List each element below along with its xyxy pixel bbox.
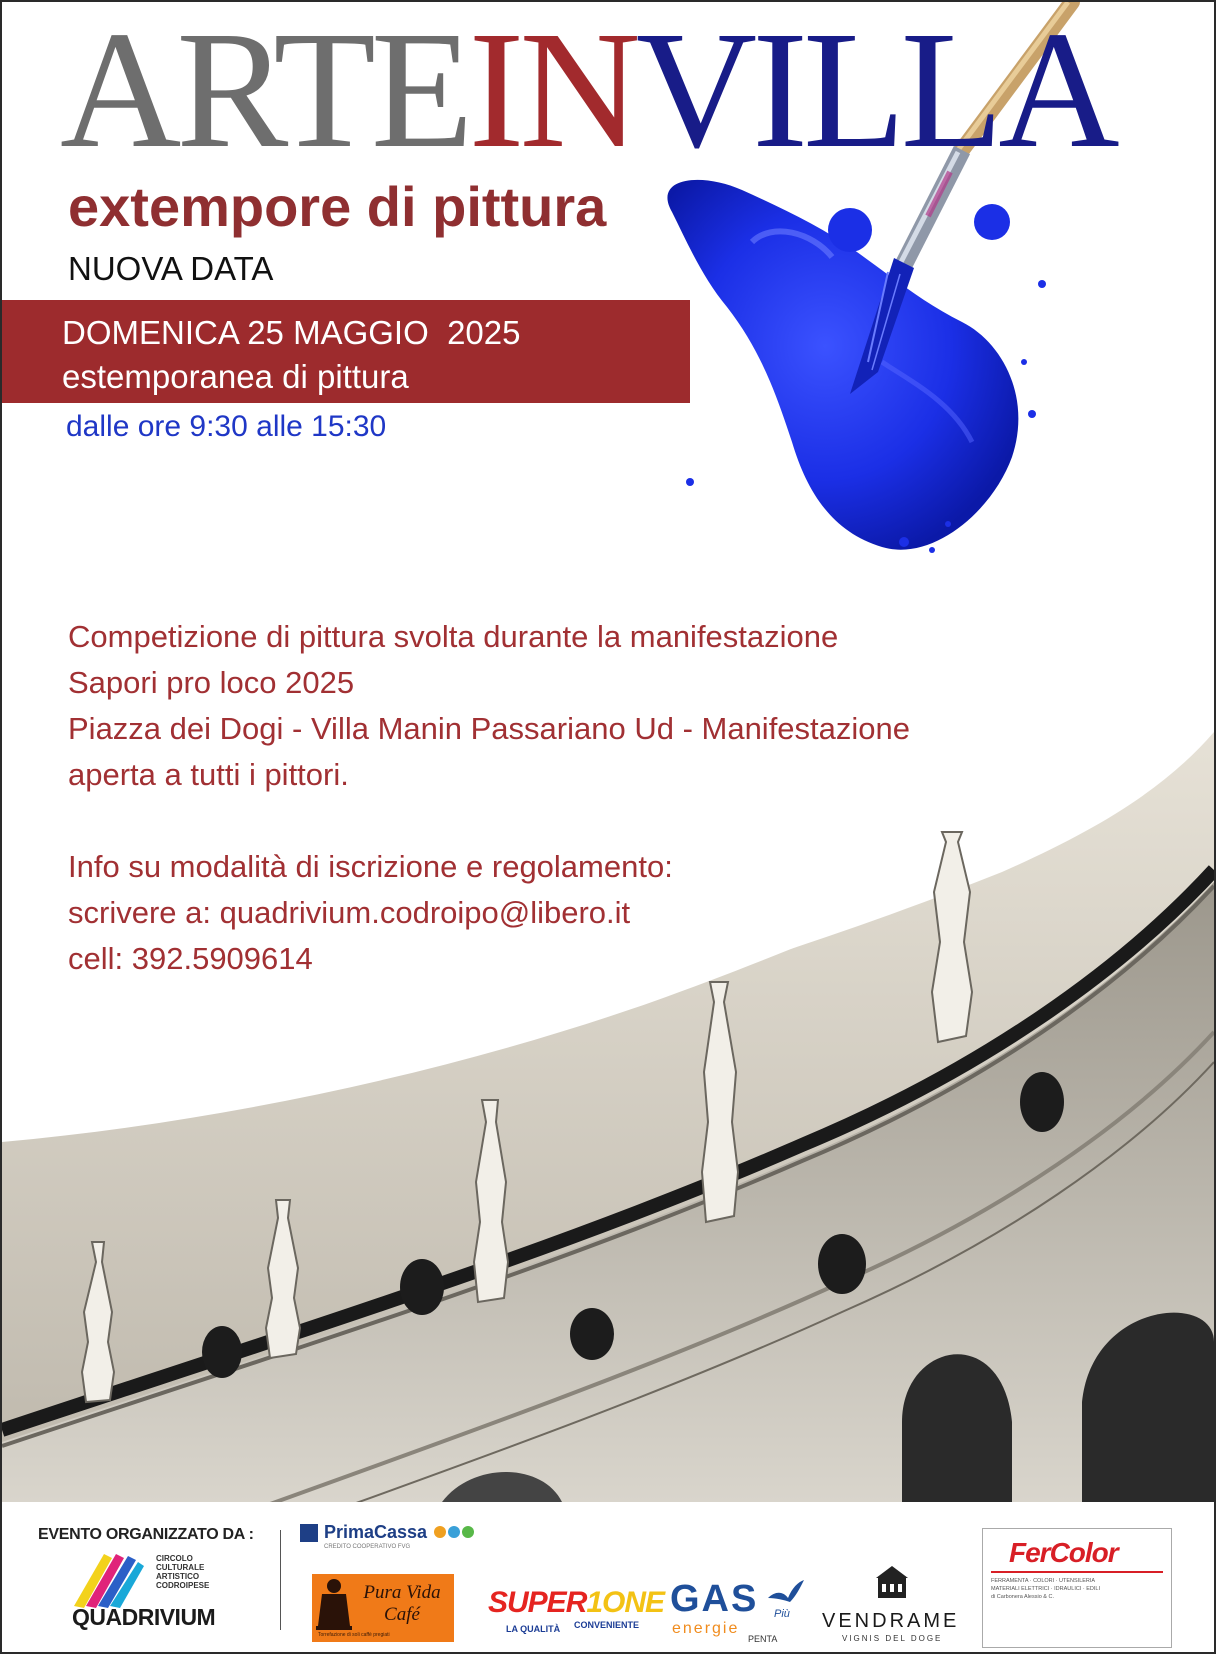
- info-heading: Info su modalità di iscrizione e regolamento:: [68, 849, 673, 884]
- bcc-dot-icon: [448, 1526, 460, 1538]
- description-line: Competizione di pittura svolta durante la manifestazione: [68, 619, 839, 654]
- description-line: Piazza dei Dogi - Villa Manin Passariano Ud - Manifestazione: [68, 711, 911, 746]
- fercolor-name: FerColor: [1009, 1537, 1118, 1568]
- super-one-number: 1ONE: [586, 1586, 665, 1619]
- description-line: Sapori pro loco 2025: [68, 665, 355, 700]
- pura-vida-subtitle: Torrefazione di soli caffè pregiati: [318, 1632, 390, 1638]
- sponsors-footer: [2, 1502, 1214, 1652]
- vendrame-subtitle: VIGNIS DEL DOGE: [842, 1634, 943, 1643]
- event-hours: dalle ore 9:30 alle 15:30: [66, 410, 387, 443]
- pura-vida-name: Pura Vida Café: [363, 1582, 441, 1625]
- pura-vida-cafe-logo: [312, 1574, 454, 1642]
- gas-piu-logo: [670, 1578, 820, 1648]
- footer-divider: [280, 1530, 281, 1630]
- title-villa: VILLA: [635, 0, 1115, 183]
- event-title: [60, 0, 1115, 183]
- vendrame-logo: [818, 1564, 966, 1644]
- description-line: aperta a tutti i pittori.: [68, 757, 349, 792]
- gas-piu-label: Più: [774, 1608, 790, 1620]
- title-arte: ARTE: [60, 0, 469, 183]
- fercolor-details: FERRAMENTA · COLORI · UTENSILERIA MATERIALI ELETTRICI · IDRAULICI · EDILI di Carbonera Alessio & C.: [991, 1578, 1100, 1600]
- primacassa-name: PrimaCassa: [324, 1522, 428, 1542]
- quadrivium-name: QUADRIVIUM: [72, 1604, 216, 1630]
- bird-icon: [766, 1578, 806, 1606]
- event-date: DOMENICA 25 MAGGIO 2025: [62, 314, 521, 351]
- primacassa-logo: [300, 1522, 480, 1558]
- quadrivium-logo: [64, 1550, 264, 1646]
- contact-phone[interactable]: cell: 392.5909614: [68, 941, 313, 976]
- quadrivium-subtitle: CIRCOLO CULTURALE ARTISTICO CODROIPESE: [156, 1554, 210, 1590]
- title-in: IN: [468, 0, 636, 183]
- fercolor-rule: [991, 1571, 1163, 1573]
- coffee-figure-icon: [316, 1576, 356, 1632]
- super-one-logo: [488, 1570, 665, 1640]
- super-one-tag: CONVENIENTE: [574, 1620, 640, 1630]
- gas-energie-label: energie: [672, 1620, 740, 1637]
- event-type: estemporanea di pittura: [62, 358, 409, 395]
- palace-icon: [874, 1564, 910, 1600]
- primacassa-subtitle: CREDITO COOPERATIVO FVG: [324, 1544, 411, 1550]
- event-subtitle: extempore di pittura: [68, 175, 607, 238]
- event-description: [68, 614, 910, 982]
- vendrame-name: VENDRAME: [822, 1610, 960, 1632]
- bcc-dot-icon: [462, 1526, 474, 1538]
- new-date-notice: NUOVA DATA: [68, 250, 274, 287]
- gas-name: GAS: [670, 1578, 759, 1620]
- bcc-dot-icon: [434, 1526, 446, 1538]
- super-one-tag: LA QUALITÀ: [506, 1624, 561, 1634]
- quadrivium-brush-icon: [64, 1550, 154, 1610]
- contact-email[interactable]: scrivere a: quadrivium.codroipo@libero.it: [68, 895, 631, 930]
- super-one-name: [488, 1586, 664, 1620]
- organizer-label: EVENTO ORGANIZZATO DA :: [38, 1526, 254, 1543]
- fercolor-logo: [982, 1528, 1172, 1648]
- primacassa-mark-icon: [300, 1524, 318, 1542]
- gas-penta-label: PENTA: [748, 1634, 778, 1644]
- date-banner: [2, 300, 690, 403]
- super-one-word: SUPER: [488, 1586, 587, 1619]
- spacer: [68, 798, 910, 844]
